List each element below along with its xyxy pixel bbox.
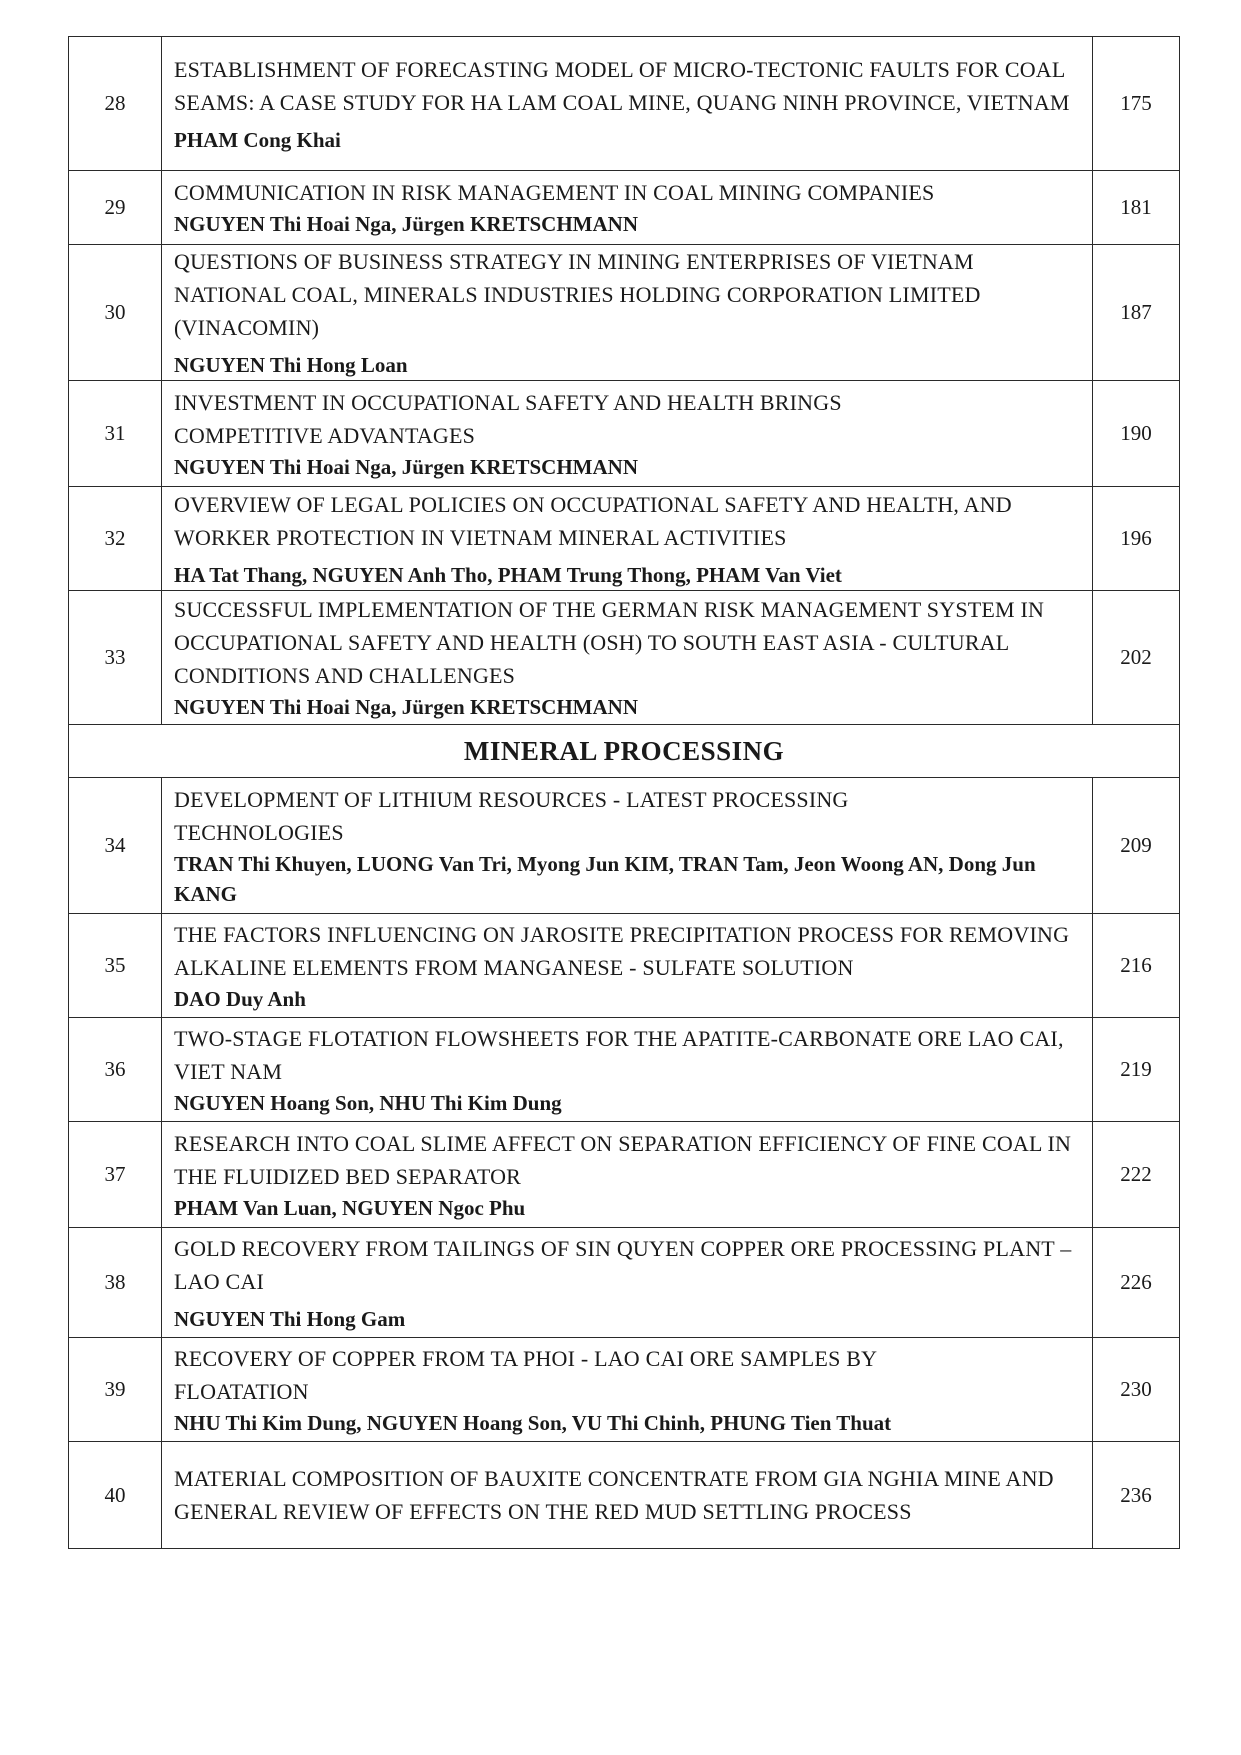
entry-content bbox=[162, 37, 1092, 170]
entry-title: DEVELOPMENT OF LITHIUM RESOURCES - LATEST PROCESSING TECHNOLOGIES bbox=[174, 786, 849, 845]
entry-authors: DAO Duy Anh bbox=[174, 986, 306, 1011]
entry-content bbox=[162, 591, 1092, 724]
entry-number: 32 bbox=[69, 487, 162, 590]
entry-content bbox=[162, 1018, 1092, 1121]
entry-page: 190 bbox=[1092, 381, 1179, 486]
entry-authors: NGUYEN Thi Hoai Nga, Jürgen KRETSCHMANN bbox=[174, 695, 638, 719]
toc-row bbox=[69, 1228, 1179, 1338]
entry-content bbox=[162, 171, 1092, 244]
entry-title: GOLD RECOVERY FROM TAILINGS OF SIN QUYEN COPPER ORE PROCESSING PLANT – LAO CAI bbox=[174, 1235, 1072, 1294]
table-of-contents bbox=[68, 36, 1180, 1549]
entry-content bbox=[162, 1228, 1092, 1337]
entry-authors: NGUYEN Thi Hoai Nga, Jürgen KRETSCHMANN bbox=[174, 212, 638, 236]
entry-number: 28 bbox=[69, 37, 162, 170]
entry-content bbox=[162, 914, 1092, 1017]
entry-authors: HA Tat Thang, NGUYEN Anh Tho, PHAM Trung Thong, PHAM Van Viet bbox=[174, 562, 842, 587]
entry-number: 37 bbox=[69, 1122, 162, 1227]
entry-page: 209 bbox=[1092, 778, 1179, 913]
entry-authors: TRAN Thi Khuyen, LUONG Van Tri, Myong Jun KIM, TRAN Tam, Jeon Woong AN, Dong Jun KANG bbox=[174, 851, 1036, 906]
entry-page: 175 bbox=[1092, 37, 1179, 170]
section-heading: MINERAL PROCESSING bbox=[69, 725, 1179, 778]
entry-number: 30 bbox=[69, 245, 162, 380]
entry-content bbox=[162, 778, 1092, 913]
entry-number: 31 bbox=[69, 381, 162, 486]
entry-authors: NGUYEN Thi Hong Gam bbox=[174, 1306, 406, 1331]
entry-title: OVERVIEW OF LEGAL POLICIES ON OCCUPATIONAL SAFETY AND HEALTH, AND WORKER PROTECTION IN VIETNAM MINERAL ACTIVITIES bbox=[174, 491, 1012, 550]
entry-number: 36 bbox=[69, 1018, 162, 1121]
entry-authors: NGUYEN Thi Hong Loan bbox=[174, 353, 408, 377]
entry-title: SUCCESSFUL IMPLEMENTATION OF THE GERMAN RISK MANAGEMENT SYSTEM IN OCCUPATIONAL SAFETY AND HEALTH (OSH) TO SOUTH EAST ASIA - CULTURAL CONDITIONS AND CHALLENGES bbox=[174, 597, 1045, 688]
toc-row bbox=[69, 1122, 1179, 1228]
toc-row bbox=[69, 1338, 1179, 1442]
entry-title: TWO-STAGE FLOTATION FLOWSHEETS FOR THE APATITE-CARBONATE ORE LAO CAI, VIET NAM bbox=[174, 1025, 1064, 1084]
entry-authors: NGUYEN Thi Hoai Nga, Jürgen KRETSCHMANN bbox=[174, 454, 638, 479]
entry-page: 196 bbox=[1092, 487, 1179, 590]
entry-content bbox=[162, 487, 1092, 590]
entry-page: 202 bbox=[1092, 591, 1179, 724]
entry-number: 39 bbox=[69, 1338, 162, 1441]
entry-page: 187 bbox=[1092, 245, 1179, 380]
entry-number: 33 bbox=[69, 591, 162, 724]
entry-content bbox=[162, 245, 1092, 380]
toc-row bbox=[69, 1442, 1179, 1548]
entry-title: MATERIAL COMPOSITION OF BAUXITE CONCENTRATE FROM GIA NGHIA MINE AND GENERAL REVIEW OF EFFECTS ON THE RED MUD SETTLING PROCESS bbox=[174, 1466, 1054, 1524]
entry-content bbox=[162, 381, 1092, 486]
entry-authors: NHU Thi Kim Dung, NGUYEN Hoang Son, VU Thi Chinh, PHUNG Tien Thuat bbox=[174, 1410, 892, 1435]
entry-page: 219 bbox=[1092, 1018, 1179, 1121]
entry-number: 35 bbox=[69, 914, 162, 1017]
entry-title: THE FACTORS INFLUENCING ON JAROSITE PRECIPITATION PROCESS FOR REMOVING ALKALINE ELEMENTS FROM MANGANESE - SULFATE SOLUTION bbox=[174, 921, 1070, 980]
entry-content bbox=[162, 1122, 1092, 1227]
entry-title: INVESTMENT IN OCCUPATIONAL SAFETY AND HEALTH BRINGS COMPETITIVE ADVANTAGES bbox=[174, 389, 842, 448]
toc-row bbox=[69, 37, 1179, 171]
entry-content bbox=[162, 1442, 1092, 1548]
toc-row bbox=[69, 171, 1179, 245]
toc-row bbox=[69, 914, 1179, 1018]
toc-row bbox=[69, 245, 1179, 381]
entry-title: ESTABLISHMENT OF FORECASTING MODEL OF MICRO-TECTONIC FAULTS FOR COAL SEAMS: A CASE STUDY FOR HA LAM COAL MINE, QUANG NINH PROVINCE, VIETNAM bbox=[174, 56, 1070, 115]
entry-title: RESEARCH INTO COAL SLIME AFFECT ON SEPARATION EFFICIENCY OF FINE COAL IN THE FLUIDIZED BED SEPARATOR bbox=[174, 1130, 1072, 1189]
entry-page: 230 bbox=[1092, 1338, 1179, 1441]
entry-authors: NGUYEN Hoang Son, NHU Thi Kim Dung bbox=[174, 1090, 562, 1115]
entry-number: 34 bbox=[69, 778, 162, 913]
toc-row bbox=[69, 1018, 1179, 1122]
entry-number: 38 bbox=[69, 1228, 162, 1337]
entry-page: 222 bbox=[1092, 1122, 1179, 1227]
toc-row bbox=[69, 487, 1179, 591]
toc-row bbox=[69, 381, 1179, 487]
entry-page: 181 bbox=[1092, 171, 1179, 244]
entry-page: 236 bbox=[1092, 1442, 1179, 1548]
entry-content bbox=[162, 1338, 1092, 1441]
entry-title: RECOVERY OF COPPER FROM TA PHOI - LAO CAI ORE SAMPLES BY FLOATATION bbox=[174, 1345, 877, 1404]
entry-authors: PHAM Cong Khai bbox=[174, 127, 341, 152]
entry-number: 40 bbox=[69, 1442, 162, 1548]
entry-number: 29 bbox=[69, 171, 162, 244]
toc-row bbox=[69, 591, 1179, 725]
entry-authors: PHAM Van Luan, NGUYEN Ngoc Phu bbox=[174, 1195, 526, 1220]
entry-title: QUESTIONS OF BUSINESS STRATEGY IN MINING ENTERPRISES OF VIETNAM NATIONAL COAL, MINERALS INDUSTRIES HOLDING CORPORATION LIMITED (VINACOMIN) bbox=[174, 249, 981, 340]
entry-title: COMMUNICATION IN RISK MANAGEMENT IN COAL MINING COMPANIES bbox=[174, 180, 935, 205]
entry-page: 216 bbox=[1092, 914, 1179, 1017]
toc-row bbox=[69, 778, 1179, 914]
entry-page: 226 bbox=[1092, 1228, 1179, 1337]
